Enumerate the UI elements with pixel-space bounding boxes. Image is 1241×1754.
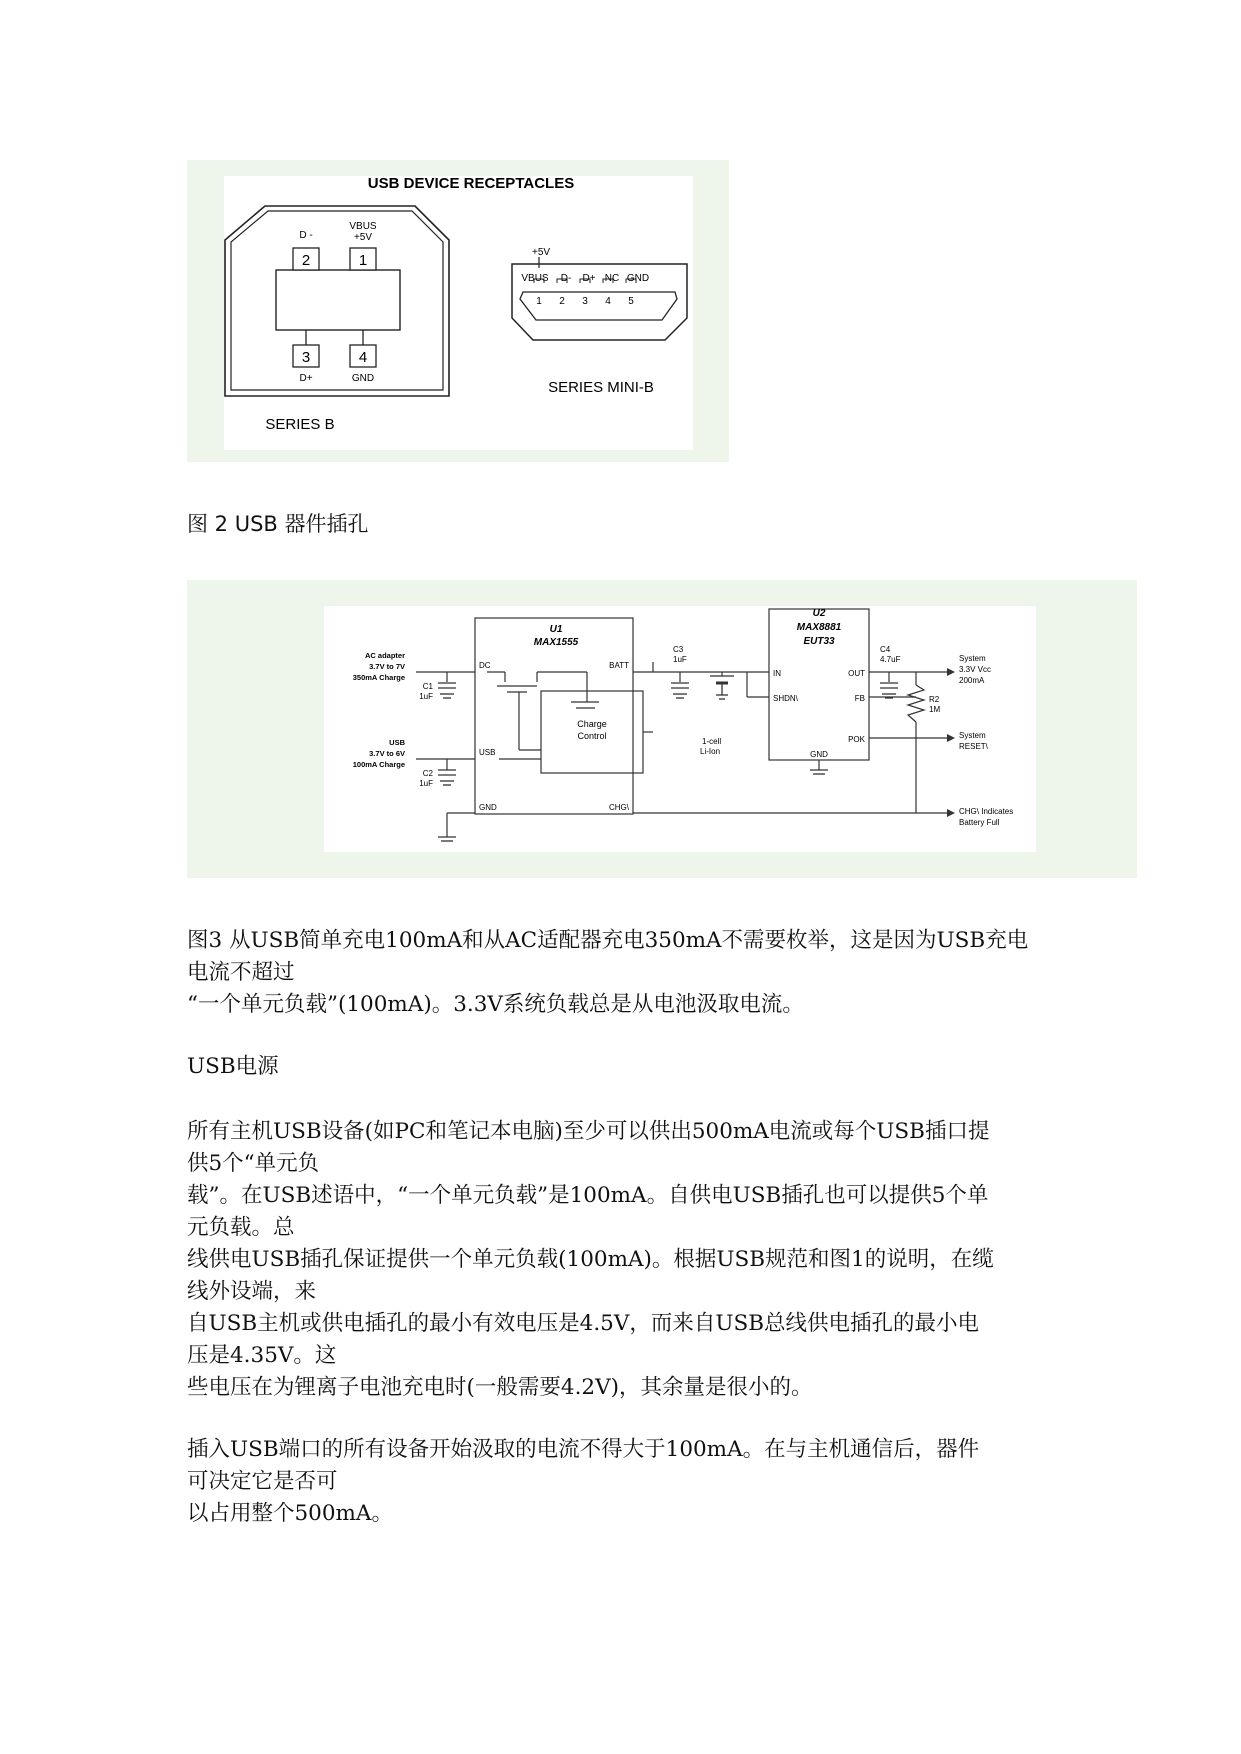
u2-pin-in: IN: [773, 669, 781, 678]
usb-input-line3: 100mA Charge: [352, 760, 405, 769]
seriesb-pin4-num: 4: [358, 349, 368, 366]
u1-pin-batt: BATT: [609, 661, 629, 670]
ac-input-line3: 350mA Charge: [352, 673, 405, 682]
fig3-caption: 图3 从USB简单充电100mA和从AC适配器充电350mA不需要枚举，这是因为USB充电 电流不超过 “一个单元负载”(100mA)。3.3V系统负载总是从电池汲取电流。: [187, 928, 1029, 1017]
u2-pin-shdn: SHDN\: [773, 694, 798, 703]
seriesb-pin1-supply: +5V: [353, 232, 373, 243]
charger-circuit-diagram: [187, 580, 1137, 878]
u1-pin-gnd: GND: [479, 803, 497, 812]
out-reset-line2: RESET\: [959, 742, 988, 751]
out-system-line3: 200mA: [959, 676, 985, 685]
paragraph-1: 所有主机USB设备(如PC和笔记本电脑)至少可以供出500mA电流或每个USB插口提 供5个“单元负 载”。在USB述语中，“一个单元负载”是100mA。自供电USB插孔也可以提供5个单 元负载。总 线供电USB插孔保证提供一个单元负载(100mA)。根据USB规范和图1的说明，在缆 线外设端，来 自USB主机或供电插孔的最小有效电压是4.5V，而来自USB总线供电插孔的最小电 压是4.35V。这 些电压在为锂离子电池充电时(一般需要4.2V)，其余量是很小的。: [187, 1119, 994, 1400]
paragraph-2: 插入USB端口的所有设备开始汲取的电流不得大于100mA。在与主机通信后，器件 可决定它是否可 以占用整个500mA。: [187, 1437, 980, 1526]
r2-value: 1M: [929, 705, 941, 714]
charge-control-line1: Charge: [577, 719, 607, 729]
charge-control-line2: Control: [577, 731, 607, 741]
u2-pin-pok: POK: [848, 735, 865, 744]
seriesb-pin3-name: D+: [299, 373, 313, 384]
minib-pin2-name: D-: [560, 273, 572, 284]
u1-pin-chg: CHG\: [609, 803, 629, 812]
u1-part: MAX1555: [533, 637, 579, 648]
u2-pin-fb: FB: [854, 694, 865, 703]
u2-part1: MAX8881: [796, 622, 842, 633]
figure-usb-receptacles: [187, 160, 729, 462]
u2-pin-gnd: GND: [810, 750, 828, 759]
c2-ref: C2: [422, 769, 433, 778]
seriesb-pin2-name: D -: [299, 230, 313, 241]
c3-value: 1uF: [673, 655, 687, 664]
c1-value: 1uF: [419, 692, 433, 701]
u2-pin-out: OUT: [848, 669, 865, 678]
battery-line1: 1-cell: [702, 737, 722, 746]
minib-pin5-name: GND: [626, 273, 650, 284]
usb-input-line2: 3.7V to 6V: [369, 749, 405, 758]
out-chg-line2: Battery Full: [959, 818, 1000, 827]
minib-label: SERIES MINI-B: [548, 379, 654, 396]
out-system-line2: 3.3V Vcc: [959, 665, 992, 674]
out-reset-line1: System: [959, 731, 986, 740]
seriesb-pin4-name: GND: [351, 373, 375, 384]
u1-pin-usb: USB: [479, 748, 496, 757]
minib-pin3-num: 3: [582, 296, 588, 307]
c4-ref: C4: [880, 645, 891, 654]
out-chg-line1: CHG\ Indicates: [959, 807, 1014, 816]
seriesb-pin1-name: VBUS: [349, 221, 377, 232]
battery-line2: Li-Ion: [700, 747, 721, 756]
u1-ref: U1: [549, 624, 563, 635]
fig2-title: USB DEVICE RECEPTACLES: [367, 175, 575, 192]
c2-value: 1uF: [419, 779, 433, 788]
u2-part2: EUT33: [803, 636, 835, 647]
r2-ref: R2: [929, 695, 940, 704]
seriesb-pin2-num: 2: [301, 252, 311, 269]
usb-input-line1: USB: [389, 738, 405, 747]
c4-value: 4.7uF: [880, 655, 901, 664]
seriesb-label: SERIES B: [265, 416, 335, 433]
ac-input-line2: 3.7V to 7V: [369, 662, 405, 671]
u2-ref: U2: [812, 608, 826, 619]
minib-supply: +5V: [532, 247, 551, 258]
out-system-line1: System: [959, 654, 986, 663]
figure-charger-circuit: [187, 580, 1137, 878]
minib-pin4-name: NC: [604, 273, 620, 284]
fig2-caption: 图 2 USB 器件插孔: [187, 512, 369, 536]
minib-pin3-name: D+: [582, 273, 596, 284]
minib-pin2-num: 2: [559, 296, 565, 307]
minib-pin4-num: 4: [605, 296, 611, 307]
minib-pin1-name: VBUS: [521, 273, 549, 284]
minib-pin1-num: 1: [536, 296, 542, 307]
u1-pin-dc: DC: [479, 661, 491, 670]
c3-ref: C3: [673, 645, 684, 654]
seriesb-pin1-num: 1: [358, 252, 368, 269]
seriesb-pin3-num: 3: [301, 349, 311, 366]
c1-ref: C1: [422, 682, 433, 691]
minib-pin5-num: 5: [628, 296, 634, 307]
usb-receptacles-diagram: [187, 160, 729, 462]
section-title: USB电源: [187, 1054, 279, 1079]
ac-input-line1: AC adapter: [364, 651, 405, 660]
